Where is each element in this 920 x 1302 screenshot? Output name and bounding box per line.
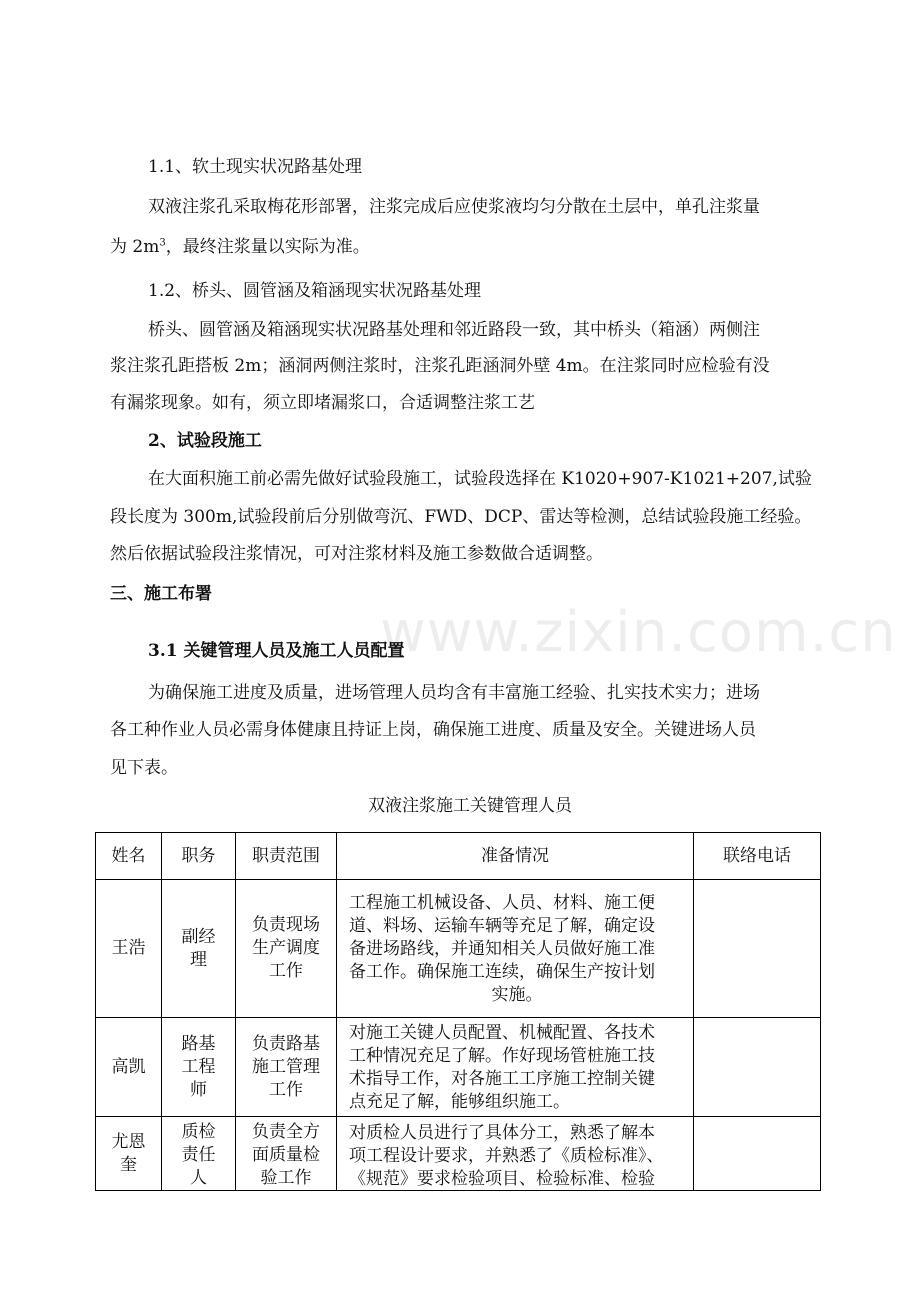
cell-phone [694, 1018, 821, 1117]
section-1-1-para-line-1: 双液注浆孔采取梅花形部署，注浆完成后应使浆液均匀分散在土层中，单孔注浆量 [148, 197, 760, 217]
injection-volume-note: ，最终注浆量以实际为准。 [165, 237, 370, 257]
header-phone: 联络电话 [694, 833, 821, 880]
cell-scope: 负责路基 施工管理 工作 [236, 1018, 337, 1117]
cell-name: 王浩 [96, 880, 162, 1018]
cell-role: 质检 责任 人 [162, 1117, 236, 1191]
cell-preparation: 对质检人员进行了具体分工，熟悉了解本 项工程设计要求，并熟悉了《质检标准》、 《规范》要求检验项目、检验标准、检验 [337, 1117, 694, 1191]
watermark: www.zixin.com.cn [380, 600, 897, 665]
cell-name: 尤恩 奎 [96, 1117, 162, 1191]
section-1-2-para-line-3: 有漏浆现象。如有，须立即堵漏浆口，合适调整注浆工艺 [110, 393, 535, 413]
section-3-1-para-line-1: 为确保施工进度及质量，进场管理人员均含有丰富施工经验、扎实技术实力；进场 [148, 683, 760, 703]
superscript-cubed: 3 [159, 237, 166, 249]
header-scope: 职责范围 [236, 833, 337, 880]
table-caption: 双液注浆施工关键管理人员 [368, 796, 572, 816]
table-header-row [96, 833, 821, 880]
section-2-para-line-3: 然后依据试验段注浆情况，可对注浆材料及施工参数做合适调整。 [110, 544, 603, 564]
table-row [96, 880, 821, 1018]
section-2-heading: 2、试验段施工 [148, 431, 262, 451]
cell-scope: 负责全方 面质量检 验工作 [236, 1117, 337, 1191]
section-3-heading: 三、施工布署 [110, 584, 212, 604]
cell-name: 高凯 [96, 1018, 162, 1117]
section-1-2-para-line-1: 桥头、圆管涵及箱涵现实状况路基处理和邻近路段一致，其中桥头（箱涵）两侧注 [148, 320, 760, 340]
staff-table [95, 832, 821, 1191]
header-role: 职务 [162, 833, 236, 880]
cell-phone [694, 880, 821, 1018]
table-row [96, 1018, 821, 1117]
cell-role: 路基 工程 师 [162, 1018, 236, 1117]
section-3-1-para-line-2: 各工种作业人员必需身体健康且持证上岗，确保施工进度、质量及安全。关键进场人员 [110, 720, 756, 740]
section-1-1-heading: 1.1、软土现实状况路基处理 [148, 157, 363, 177]
table-row [96, 1117, 821, 1191]
section-2-para-line-2: 段长度为 300m,试验段前后分别做弯沉、FWD、DCP、雷达等检测，总结试验段施工经验。 [110, 507, 812, 527]
section-3-1-heading: 3.1 关键管理人员及施工人员配置 [148, 641, 405, 661]
cell-role: 副经 理 [162, 880, 236, 1018]
section-1-2-para-line-2: 浆注浆孔距搭板 2m；涵洞两侧注浆时，注浆孔距涵洞外壁 4m。在注浆同时应检验有没 [110, 356, 770, 376]
cell-preparation: 对施工关键人员配置、机械配置、各技术 工种情况充足了解。作好现场管桩施工技 术指导工作，对各施工工序施工控制关键 点充足了解，能够组织施工。 [337, 1018, 694, 1117]
header-preparation: 准备情况 [337, 833, 694, 880]
injection-volume: 为 2m [110, 237, 160, 257]
cell-scope: 负责现场 生产调度 工作 [236, 880, 337, 1018]
cell-phone [694, 1117, 821, 1191]
section-3-1-para-line-3: 见下表。 [110, 758, 178, 778]
section-1-1-para-line-2 [110, 236, 370, 258]
header-name: 姓名 [96, 833, 162, 880]
section-1-2-heading: 1.2、桥头、圆管涵及箱涵现实状况路基处理 [148, 281, 482, 301]
cell-preparation: 工程施工机械设备、人员、材料、施工便 道、料场、运输车辆等充足了解，确定设 备进场路线，并通知相关人员做好施工准 备工作。确保施工连续，确保生产按计划 实施。 [337, 880, 694, 1018]
section-2-para-line-1: 在大面积施工前必需先做好试验段施工，试验段选择在 K1020+907-K1021+207,试验 [148, 469, 812, 489]
